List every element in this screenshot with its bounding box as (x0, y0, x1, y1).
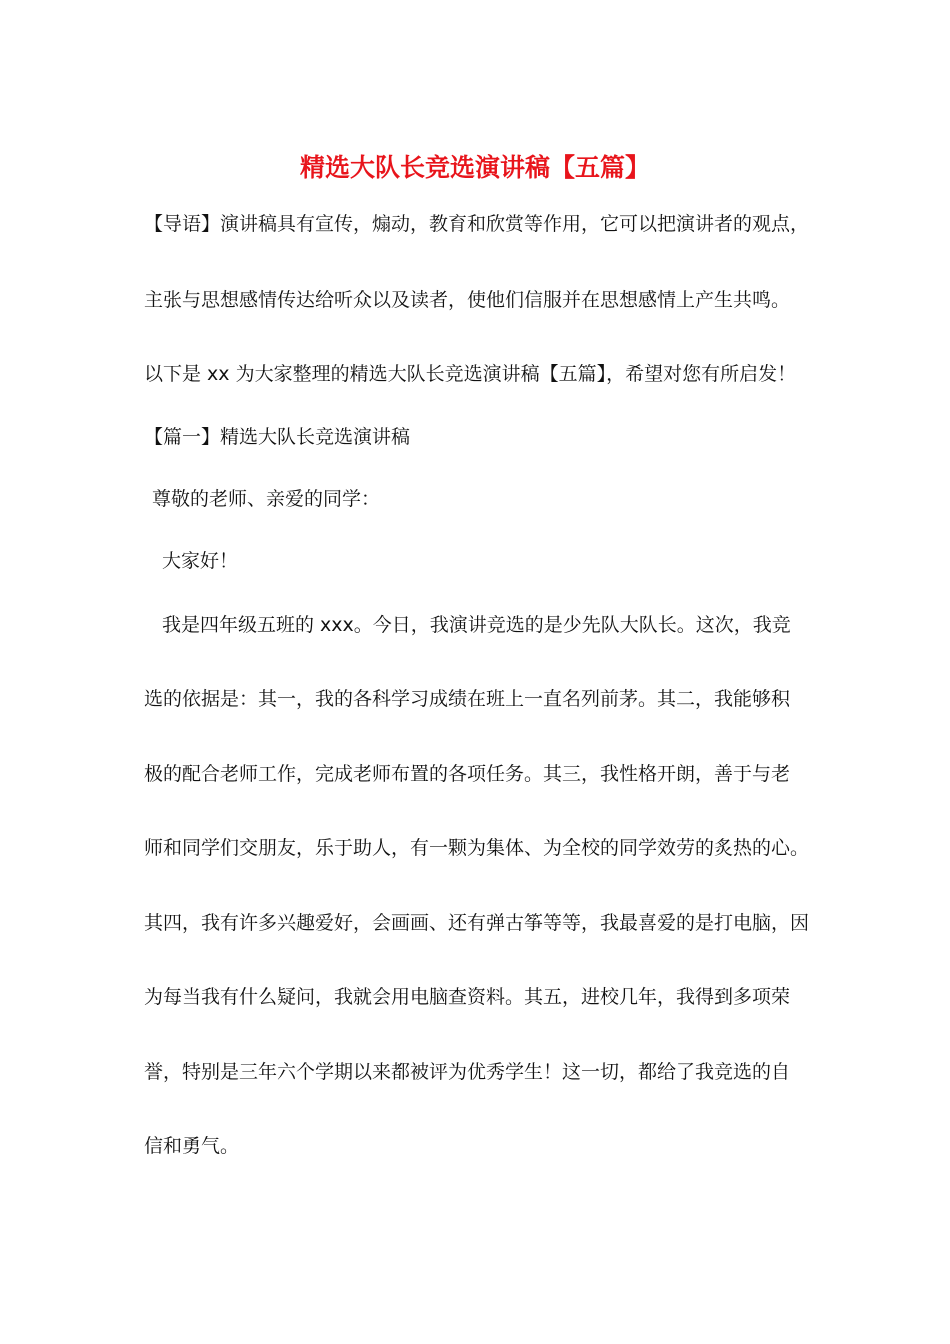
intro-line: 以下是 xx 为大家整理的精选大队长竞选演讲稿【五篇】，希望对您有所启发！ (144, 363, 797, 385)
greeting: 大家好！ (162, 550, 239, 572)
body-line: 选的依据是：其一，我的各科学习成绩在班上一直名列前茅。其二，我能够积 (144, 688, 791, 710)
body-line: 信和勇气。 (144, 1135, 240, 1157)
section-heading: 【篇一】精选大队长竞选演讲稿 (144, 426, 411, 448)
body-line: 师和同学们交朋友，乐于助人，有一颗为集体、为全校的同学效劳的炙热的心。 (144, 837, 810, 859)
body-line: 我是四年级五班的 xxx。今日，我演讲竞选的是少先队大队长。这次，我竞 (162, 614, 791, 636)
body-line: 为每当我有什么疑问，我就会用电脑查资料。其五，进校几年，我得到多项荣 (144, 986, 791, 1008)
intro-line: 主张与思想感情传达给听众以及读者，使他们信服并在思想感情上产生共鸣。 (144, 289, 791, 311)
document-title: 精选大队长竞选演讲稿【五篇】 (299, 153, 650, 182)
salutation: 尊敬的老师、亲爱的同学： (152, 488, 381, 510)
body-line: 誉，特别是三年六个学期以来都被评为优秀学生！这一切，都给了我竞选的自 (144, 1061, 791, 1083)
body-line: 极的配合老师工作，完成老师布置的各项任务。其三，我性格开朗，善于与老 (144, 763, 791, 785)
intro-line: 【导语】演讲稿具有宣传，煽动，教育和欣赏等作用，它可以把演讲者的观点， (144, 213, 810, 235)
body-line: 其四，我有许多兴趣爱好，会画画、还有弹古筝等等，我最喜爱的是打电脑，因 (144, 912, 810, 934)
